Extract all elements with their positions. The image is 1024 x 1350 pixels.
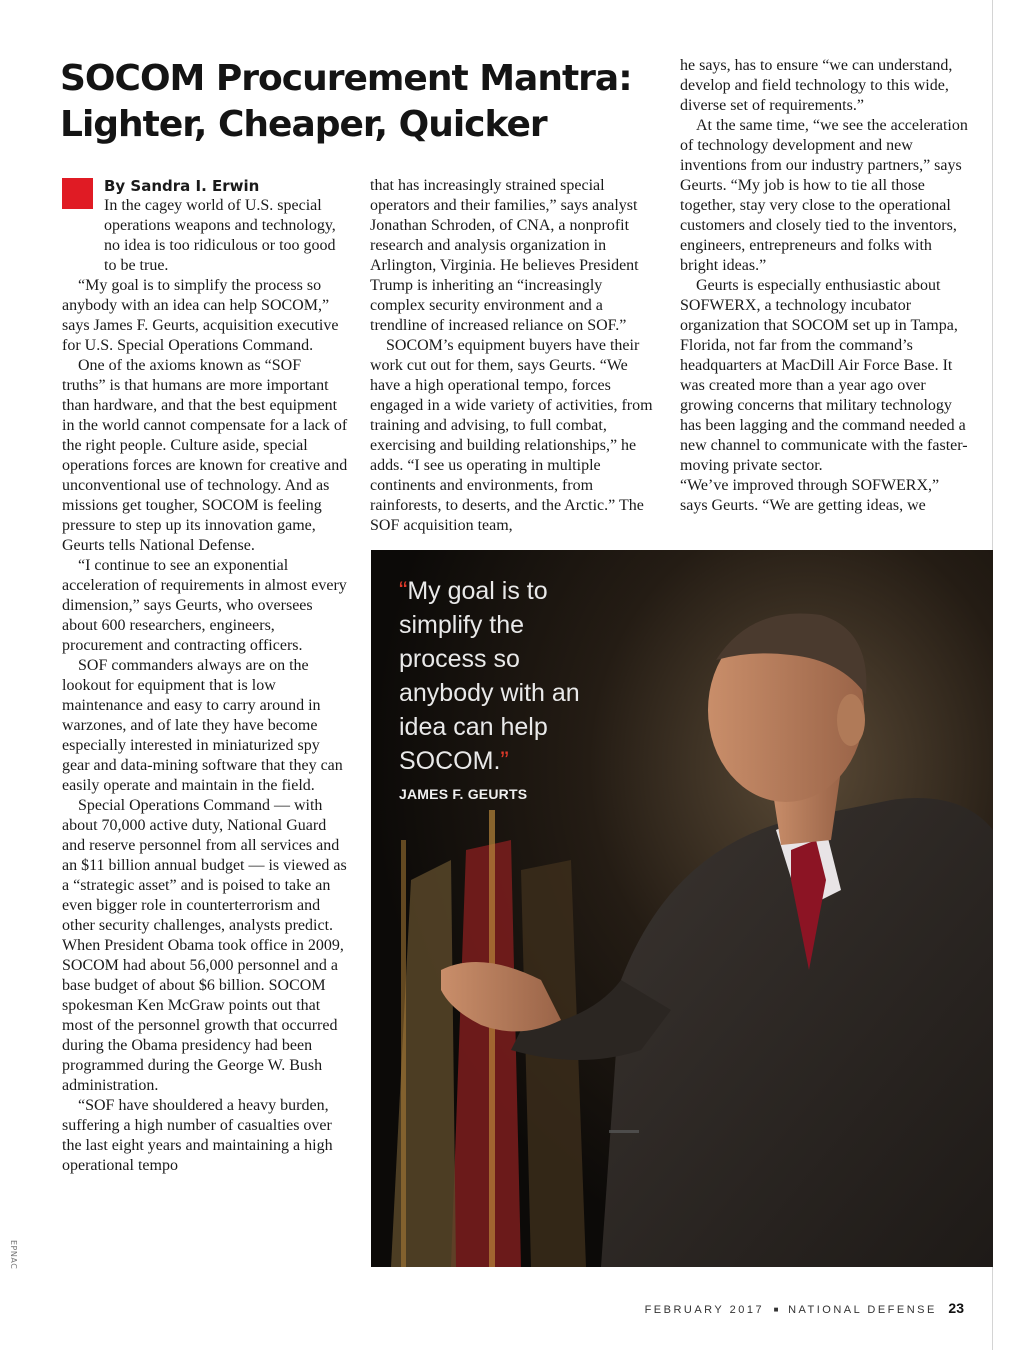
paragraph: At the same time, “we see the acceleration of technology development and new inventions from our industry partners,” says Geurts. “My job is how to tie all those together, stay very close to the operational customers and closely tied to the inventors, engineers, entrepreneurs and folks with bright ideas.” <box>680 117 968 274</box>
footer-issue: FEBRUARY 2017 <box>644 1304 765 1316</box>
title-line-1: SOCOM Procurement Mantra: <box>60 58 632 99</box>
footer-publication: NATIONAL DEFENSE <box>788 1304 937 1316</box>
paragraph: “We’ve improved through SOFWERX,” says Geurts. “We are getting ideas, we <box>680 477 940 514</box>
speaker-photo <box>371 550 993 1267</box>
paragraph: SOCOM’s equipment buyers have their work cut out for them, says Geurts. “We have a high operational tempo, forces engaged in a wide variety of activities, from training and advising, to full combat, exercising and building relationships,” he adds. “I see us operating in multiple continents and environments, from rainforests, to deserts, and the Arctic.” The SOF acquisition team, <box>370 337 653 534</box>
pull-quote-close-mark: ” <box>500 747 509 775</box>
column-3 <box>680 56 970 516</box>
footer-separator: ■ <box>773 1305 779 1314</box>
paragraph: Special Operations Command — with about 70,000 active duty, National Guard and reserve personnel from all services and an $11 billion annual budget — is viewed as a “strategic asset” and is poised to take an even bigger role in counterterrorism and other security challenges, analysts predict. When President Obama took office in 2009, SOCOM had about 56,000 personnel and a base budget of about $6 billion. SOCOM spokesman Ken McGraw points out that most of the personnel growth that occurred during the Obama presidency had been programmed during the George W. Bush administration. <box>62 797 347 1094</box>
paragraph: that has increasingly strained special operators and their families,” says analyst Jonathan Schroden, of CNA, a nonprofit research and analysis organization in Arlington, Virginia. He believes President Trump is inheriting an “increasingly complex security environment and a trendline of increased reliance on SOF.” <box>370 177 639 334</box>
paragraph: he says, has to ensure “we can understand, develop and field technology to this wide, diverse set of requirements.” <box>680 57 953 114</box>
paragraph: “I continue to see an exponential acceleration of requirements in almost every dimension,” says Geurts, who oversees about 600 researchers, engineers, procurement and contracting officers. <box>62 557 347 654</box>
title-line-2: Lighter, Cheaper, Quicker <box>60 104 547 145</box>
paragraph: “SOF have shouldered a heavy burden, suffering a high number of casualties over the last eight years and maintaining a high operational tempo <box>62 1097 333 1174</box>
paragraph: “My goal is to simplify the process so anybody with an idea can help SOCOM,” says James F. Geurts, acquisition executive for U.S. Special Operations Command. <box>62 277 339 354</box>
paragraph: SOF commanders always are on the lookout for equipment that is low maintenance and easy to carry around in warzones, and of late they have become especially interested in miniaturized spy gear and data-mining software that they can easily operate and maintain in the field. <box>62 657 343 794</box>
column-2 <box>370 176 656 536</box>
page-number: 23 <box>948 1300 964 1316</box>
paragraph: One of the axioms known as “SOF truths” is that humans are more important than hardware, and that the best equipment in the world cannot compensate for a lack of the right people. Culture aside, special operations forces are known for creative and unconventional use of technology. And as missions get tougher, SOCOM is feeling pressure to step up its innovation game, Geurts tells National Defense. <box>62 357 348 554</box>
pull-quote-open-mark: “ <box>399 577 408 605</box>
column-1 <box>62 176 348 1176</box>
paragraph: Geurts is especially enthusiastic about SOFWERX, a technology incubator organization that SOCOM set up in Tampa, Florida, not far from the command’s headquarters at MacDill Air Force Base. It was created more than a year ago over growing concerns that military technology has been lagging and the command needed a new channel to communicate with the faster-moving private sector. <box>680 277 968 474</box>
article-title <box>60 56 680 148</box>
pull-quote-text: My goal is to simplify the process so anybody with an idea can help SOCOM. <box>399 577 580 775</box>
pull-quote <box>399 574 599 778</box>
paragraph: In the cagey world of U.S. special operations weapons and technology, no idea is too ridiculous or too good to be true. <box>104 197 336 274</box>
page-footer <box>645 1300 964 1316</box>
photo-credit: EPNAC <box>9 1240 18 1270</box>
pull-quote-attribution: JAMES F. GEURTS <box>399 786 528 802</box>
byline: By Sandra I. Erwin <box>104 177 260 195</box>
